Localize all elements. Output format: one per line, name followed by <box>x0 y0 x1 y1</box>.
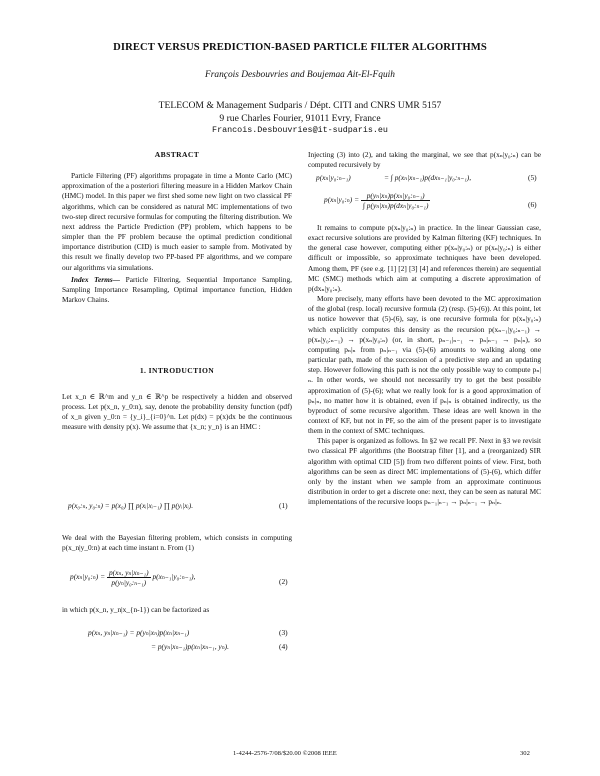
abstract-heading: ABSTRACT <box>154 150 200 159</box>
index-terms-label: Index Terms— <box>71 274 120 284</box>
intro-para-3 <box>62 605 292 615</box>
equation-5-number: (5) <box>528 173 537 182</box>
index-terms <box>62 275 292 305</box>
equation-3: p(xₙ, yₙ|xₙ₋₁) = p(yₙ|xₙ)p(xₙ|xₙ₋₁) <box>88 628 190 637</box>
intro-para-1-text: Let x_n ∈ ℝ^m and y_n ∈ ℝ^p be respectively a hidden and observed process. Let p(x_n, y_0:n), say, denote the probability density function (pdf) of x_n given y_0:n = {y_i}_{i=0}^n. Let p(dx) = p(x)dx be the continuous measure with density p(x). We assume that {x_n; y_n} is an HMC : <box>62 392 292 432</box>
affiliation-line-2: 9 rue Charles Fourier, 91011 Evry, France <box>219 113 381 124</box>
right-para-1 <box>308 223 541 507</box>
author-email: Francois.Desbouvries@it-sudparis.eu <box>212 125 388 135</box>
equation-3-number: (3) <box>279 628 288 637</box>
paper-title: DIRECT VERSUS PREDICTION-BASED PARTICLE FILTER ALGORITHMS <box>113 42 487 53</box>
intro-heading: 1. INTRODUCTION <box>139 366 215 375</box>
paper-authors: François Desbouvries and Boujemaa Ait-El-Fquih <box>205 70 395 80</box>
equation-6-fraction <box>361 191 430 210</box>
equation-6-lhs: p(xₙ|y₀:ₙ) = <box>324 195 360 205</box>
right-para-3-text: This paper is organized as follows. In §2 we recall PF. Next in §3 we revisit two classical PF algorithms (the Bootstrap filter [1], and a (reorganized) SIR algorithm with optimal CID [5]) from two different points of view. First, both algorithms can be seen as direct MC implementations of (5)-(6), which differ only by the instant when we sample from an approximate continuous distribution in order to get a discrete one: next, they can be seen as natural MC implementations of the recursive loops pₙ₋₁|ₙ₋₁ → pₙ|ₙ₋₁ → pₙ|ₙ. <box>308 436 541 507</box>
affiliation-line-1: TELECOM & Management Sudparis / Dépt. CITI and CNRS UMR 5157 <box>158 100 442 111</box>
equation-5-lhs: p(xₙ|y₀:ₙ₋₁) <box>316 173 351 182</box>
equation-1-number: (1) <box>279 501 288 510</box>
intro-para-2 <box>62 533 292 553</box>
equation-2-numerator: p(xₙ, yₙ|xₙ₋₁) <box>108 568 149 577</box>
abstract-text: Particle Filtering (PF) algorithms propagate in time a Monte Carlo (MC) approximation of the a posteriori filtering measure in a Hidden Markov Chain (HMC) model. In this paper we first shed some new light on two classical PF algorithms, which can be considered as natural MC implementations of two two-step direct recursive formulas for computing the filtering distribution. We next address the Particle Prediction (PP) problem, which happens to be simpler than the PF problem because the optimal prediction conditional importance distribution (CID) is much easier to sample from. Motivated by this result we finally develop two PP-based PF algorithms, and we compare our algorithms via simulations. <box>62 171 292 272</box>
equation-6-numerator: p(yₙ|xₙ)p(xₙ|y₀:ₙ₋₁) <box>361 191 430 201</box>
equation-1: p(x₀:ₙ, y₀:ₙ) = p(x₀) ∏ p(xᵢ|xᵢ₋₁) ∏ p(yᵢ|xᵢ). <box>68 501 194 510</box>
index-terms-text: Particle Filtering, Sequential Importance Sampling, Sampling Importance Resampling, Optimal importance function, Hidden Markov Chains. <box>62 274 292 305</box>
equation-6 <box>324 191 430 210</box>
equation-6-number: (6) <box>528 200 537 209</box>
right-para-2-text: More precisely, many efforts have been devoted to the MC approximation of the global (resp. local) recursive formula (2) (resp. (5)-(6)). At this point, let us notice however that (5)-(6), say, is one recursive formula for p(xₙ|y₀:ₙ) which explicitly computes this density as the recursion p(xₙ₋₁|y₀:ₙ₋₁) → p(xₙ|y₀:ₙ₋₁) → p(xₙ|y₀:ₙ) (or, in short, pₙ₋₁|ₙ₋₁ → pₙ|ₙ₋₁ → pₙ|ₙ), so computing pₙ|ₙ from pₙ|ₙ₋₁ via (5)-(6) amounts to walking along one particular path, made of the succession of a predictive step and an updating step. However following this path is not the only possible way to compute pₙ|ₙ. In other words, we should not necessarily try to get the best possible approximation of (5)-(6); what we really look for is a good approximation of pₙ|ₙ, no matter how it is obtained, even if pₙ|ₙ is obtained indirectly, us the byproduct of some recursive algorithm. These ideas are well known in the context of KF, but not in PF, so the aim of the present paper is to investigate them in the context of SMC techniques. <box>308 294 541 436</box>
footer-page-number: 302 <box>520 750 530 757</box>
equation-2-lhs: p(xₙ|y₀:ₙ) = <box>70 572 106 582</box>
equation-2-number: (2) <box>279 577 288 586</box>
intro-para-1 <box>62 392 292 433</box>
equation-5-rhs: = ∫ p(xₙ|xₙ₋₁)p(dxₙ₋₁|y₀:ₙ₋₁), <box>384 173 472 182</box>
equation-2 <box>70 568 195 587</box>
equation-2-rhs: p(xₙ₋₁|y₀:ₙ₋₁), <box>152 572 196 582</box>
right-para-1-text: It remains to compute p(xₙ|y₀:ₙ) in practice. In the linear Gaussian case, exact recursive solutions are provided by Kalman filtering (KF) techniques. In the general case however, computing either p(xₙ|y₀:ₙ) or p(xₙ|y₀:ₙ) is either difficult or impossible, so approximate techniques have been developed. Among them, PF (see e.g. [1] [2] [3] [4] and references therein) are sequential MC (SMC) methods which aim at computing a discrete approximation of p(dxₙ|y₀:ₙ). <box>308 223 541 293</box>
intro-para-3-text: in which p(x_n, y_n|x_{n-1}) can be factorized as <box>62 605 210 614</box>
footer-isbn: 1-4244-2576-7/08/$20.00 ©2008 IEEE <box>233 750 337 757</box>
abstract-section <box>62 150 292 305</box>
right-intro-line-text: Injecting (3) into (2), and taking the marginal, we see that p(xₙ|y₀:ₙ) can be computed recursively by <box>308 150 541 170</box>
equation-2-fraction <box>107 568 151 587</box>
equation-6-denominator: ∫ p(yₙ|xₙ)p(dxₙ|y₀:ₙ₋₁) <box>362 201 429 210</box>
equation-2-denominator: p(yₙ|y₀:ₙ₋₁) <box>111 578 147 587</box>
right-intro-line <box>308 150 541 170</box>
equation-4: = p(yₙ|xₙ₋₁)p(xₙ|xₙ₋₁, yₙ). <box>151 642 229 651</box>
equation-4-number: (4) <box>279 642 288 651</box>
intro-para-2-text: We deal with the Bayesian filtering problem, which consists in computing p(x_n|y_0:n) at each time instant n. From (1) <box>62 533 292 553</box>
intro-section <box>62 366 292 376</box>
